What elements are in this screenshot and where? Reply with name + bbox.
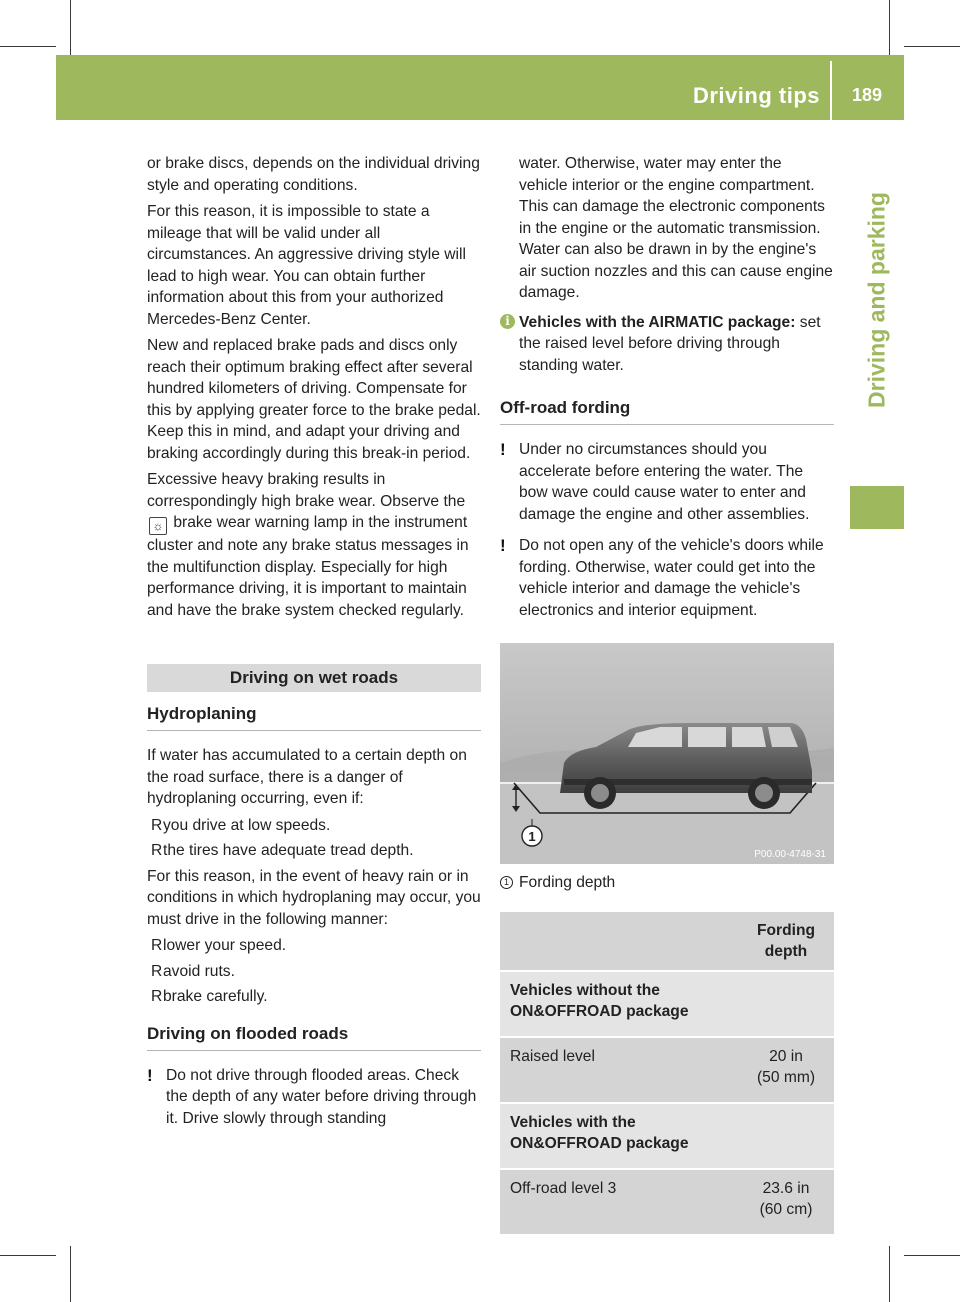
crop-mark (889, 0, 890, 55)
list-item: R avoid ruts. (147, 961, 481, 983)
info-icon: i (500, 314, 515, 329)
fording-illustration (500, 643, 834, 864)
crop-mark (0, 46, 56, 47)
chapter-label-text: Driving and parking (863, 192, 890, 408)
chapter-tab (850, 486, 904, 529)
caption-number: 1 (500, 876, 513, 889)
heading-flooded-roads: Driving on flooded roads (147, 1024, 481, 1051)
paragraph: For this reason, it is impossible to state a mileage that will be valid under all circumstances. An aggressive driving style will lead to high wear. You can obtain further information about this from your authorized Mercedes-Benz Center. (147, 203, 466, 328)
figure-code: P00.00-4748-31 (754, 849, 826, 860)
header-divider (830, 61, 832, 120)
fording-depth-figure (500, 643, 834, 864)
info-note-text: set the raised level before driving through standing water. (519, 313, 821, 374)
crop-mark (904, 46, 960, 47)
callout-number: 1 (528, 829, 536, 844)
paragraph: water. Otherwise, water may enter the vehicle interior or the engine compartment. This can damage the electronic components in the engine or the automatic transmission. Water can also be drawn in by the engine's air suction nozzles and this can cause engine damage. (519, 155, 833, 301)
section-banner: Driving on wet roads (147, 664, 481, 692)
table-cell-value: 23.6 in (60 cm) (738, 1169, 834, 1235)
crop-mark (0, 1255, 56, 1256)
paragraph: For this reason, in the event of heavy rain or in conditions in which hydroplaning may occur, you must drive in the following manner: (147, 867, 481, 928)
warning-icon: ! (147, 1065, 153, 1085)
table-group-row: Vehicles without the ON&OFFROAD package (500, 971, 834, 1037)
figure-caption: 1 Fording depth (500, 872, 834, 894)
paragraph: or brake discs, depends on the individual driving style and operating conditions. (147, 155, 480, 194)
warning-note: ! Do not open any of the vehicle's doors while fording. Otherwise, water could get into the vehicle interior and damage the vehicle's electronics and interior equipment. (500, 536, 824, 619)
paragraph (147, 469, 481, 621)
table-header-cell: Fording depth (738, 912, 834, 971)
heading-hydroplaning: Hydroplaning (147, 704, 481, 731)
table-header-row (500, 912, 834, 971)
right-column (500, 153, 834, 1236)
paragraph-part: Excessive heavy braking results in correspondingly high brake wear. Observe the (147, 471, 466, 510)
bullet-icon: R (151, 988, 163, 1005)
fording-depth-table (500, 912, 834, 1236)
table-group-row: Vehicles with the ON&OFFROAD package (500, 1103, 834, 1169)
bullet-icon: R (151, 816, 163, 834)
info-note (500, 312, 834, 377)
crop-mark (904, 1255, 960, 1256)
list-item: R lower your speed. (147, 935, 481, 957)
crop-mark (889, 1246, 890, 1302)
paragraph: New and replaced brake pads and discs only reach their optimum braking effect after several hundred kilometers of driving. Compensate for this by applying greater force to the brake pedal. Keep this in mind, and adapt your driving and braking accordingly during this break-in period. (147, 337, 481, 462)
page-number: 189 (851, 85, 882, 105)
bullet-icon: R (151, 962, 163, 980)
table-cell-value: 20 in (50 mm) (738, 1037, 834, 1103)
brake-wear-lamp-icon: ☼ (149, 517, 167, 535)
table-row (500, 1169, 834, 1235)
table-cell-label: Raised level (500, 1037, 738, 1103)
list-item: R you drive at low speeds. (147, 815, 481, 837)
list-item: R the tires have adequate tread depth. (147, 840, 481, 862)
table-cell-label: Off-road level 3 (500, 1169, 738, 1235)
chapter-label (850, 120, 904, 480)
warning-icon: ! (500, 440, 506, 459)
heading-off-road-fording: Off-road fording (500, 398, 834, 425)
page-title: Driving tips (692, 83, 820, 108)
table-row (500, 1037, 834, 1103)
info-note-title: Vehicles with the AIRMATIC package: (519, 313, 796, 331)
list-item: R brake carefully. (147, 986, 481, 1008)
paragraph: If water has accumulated to a certain depth on the road surface, there is a danger of hydroplaning occurring, even if: (147, 747, 467, 807)
bullet-icon: R (151, 842, 163, 859)
page-header (56, 55, 904, 120)
warning-note: ! Do not drive through flooded areas. Check the depth of any water before driving through it. Drive slowly through standing (147, 1065, 477, 1127)
crop-mark (70, 0, 71, 55)
bullet-icon: R (151, 937, 163, 954)
left-column (147, 153, 481, 1129)
warning-icon: ! (500, 536, 506, 555)
warning-note: ! Under no circumstances should you accelerate before entering the water. The bow wave could cause water to enter and damage the engine and other assemblies. (500, 440, 810, 523)
crop-mark (70, 1246, 71, 1302)
paragraph-part: brake wear warning lamp in the instrument cluster and note any brake status messages in the multifunction display. Especially for high performance driving, it is important to maintain and have the brake system checked regularly. (147, 514, 469, 619)
